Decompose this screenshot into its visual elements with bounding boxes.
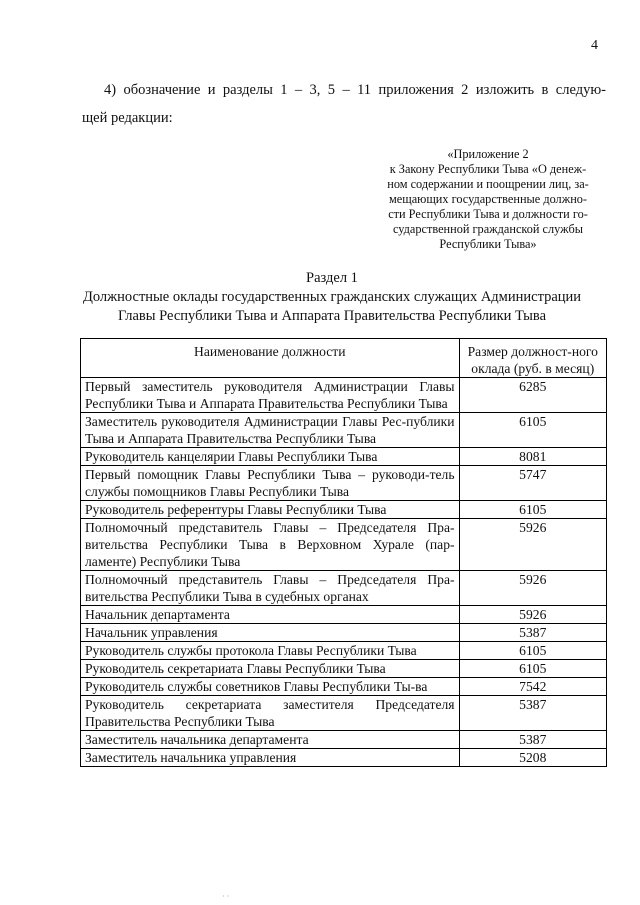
table-row	[81, 378, 607, 413]
annex-line: «Приложение 2	[447, 147, 529, 161]
salary-cell: 5387	[459, 624, 606, 642]
salary-cell: 5926	[459, 606, 606, 624]
position-name-cell: Полномочный представитель Главы – Председателя Пра-вительства Республики Тыва в Верховном Хурале (пар-ламенте) Республики Тыва	[81, 519, 460, 571]
position-name-cell: Заместитель начальника управления	[81, 749, 460, 767]
table-row	[81, 571, 607, 606]
salary-cell: 5926	[459, 571, 606, 606]
intro-paragraph	[82, 76, 606, 132]
salary-cell: 5926	[459, 519, 606, 571]
salary-cell: 6105	[459, 660, 606, 678]
header-position-name: Наименование должности	[81, 339, 460, 378]
table-header-row	[81, 339, 607, 378]
table-row	[81, 448, 607, 466]
salary-cell: 6105	[459, 413, 606, 448]
header-salary: Размер должност-ного оклада (руб. в месяц)	[459, 339, 606, 378]
annex-line: ном содержании и поощрении лиц, за-	[387, 177, 589, 191]
table-row	[81, 749, 607, 767]
scan-mark: · ·	[222, 892, 230, 901]
position-name-cell: Заместитель руководителя Администрации Главы Рес-публики Тыва и Аппарата Правительства Республики Тыва	[81, 413, 460, 448]
table-row	[81, 519, 607, 571]
annex-reference	[374, 147, 602, 252]
position-name-cell: Руководитель референтуры Главы Республики Тыва	[81, 501, 460, 519]
intro-line: 4) обозначение и разделы 1 – 3, 5 – 11 приложения 2 изложить в следую-	[104, 82, 606, 98]
table-row	[81, 606, 607, 624]
page-number: 4	[591, 38, 598, 53]
table-row	[81, 501, 607, 519]
table-row	[81, 466, 607, 501]
table-row	[81, 678, 607, 696]
annex-line: мещающих государственные должно-	[388, 192, 588, 206]
salary-cell: 6105	[459, 642, 606, 660]
salary-cell: 6285	[459, 378, 606, 413]
position-name-cell: Заместитель начальника департамента	[81, 731, 460, 749]
position-name-cell: Начальник департамента	[81, 606, 460, 624]
table-row	[81, 642, 607, 660]
annex-line: к Закону Республики Тыва «О денеж-	[389, 162, 587, 176]
annex-line: Республики Тыва»	[439, 237, 537, 251]
position-name-cell: Руководитель секретариата Главы Республики Тыва	[81, 660, 460, 678]
position-name-cell: Начальник управления	[81, 624, 460, 642]
position-name-cell: Полномочный представитель Главы – Председателя Пра-вительства Республики Тыва в судебных органах	[81, 571, 460, 606]
position-name-cell: Руководитель службы советников Главы Республики Ты-ва	[81, 678, 460, 696]
salary-cell: 8081	[459, 448, 606, 466]
position-name-cell: Руководитель секретариата заместителя Председателя Правительства Республики Тыва	[81, 696, 460, 731]
salary-cell: 5387	[459, 696, 606, 731]
salary-table	[80, 338, 607, 767]
section-subtitle-line: Главы Республики Тыва и Аппарата Правительства Республики Тыва	[117, 308, 547, 324]
intro-line: щей редакции:	[82, 110, 173, 126]
salary-cell: 5208	[459, 749, 606, 767]
table-row	[81, 413, 607, 448]
position-name-cell: Первый помощник Главы Республики Тыва – руководи-тель службы помощников Главы Республики Тыва	[81, 466, 460, 501]
annex-line: сти Республики Тыва и должности го-	[388, 207, 588, 221]
section-heading	[60, 269, 604, 326]
table-row	[81, 624, 607, 642]
salary-cell: 7542	[459, 678, 606, 696]
position-name-cell: Руководитель службы протокола Главы Республики Тыва	[81, 642, 460, 660]
position-name-cell: Руководитель канцелярии Главы Республики Тыва	[81, 448, 460, 466]
salary-cell: 5387	[459, 731, 606, 749]
annex-line: сударственной гражданской службы	[392, 222, 583, 236]
table-row	[81, 660, 607, 678]
table-row	[81, 731, 607, 749]
position-name-cell: Первый заместитель руководителя Администрации Главы Республики Тыва и Аппарата Правительства Республики Тыва	[81, 378, 460, 413]
salary-cell: 5747	[459, 466, 606, 501]
section-subtitle-line: Должностные оклады государственных гражданских служащих Администрации	[82, 289, 582, 305]
table-row	[81, 696, 607, 731]
salary-cell: 6105	[459, 501, 606, 519]
section-title: Раздел 1	[306, 270, 358, 286]
